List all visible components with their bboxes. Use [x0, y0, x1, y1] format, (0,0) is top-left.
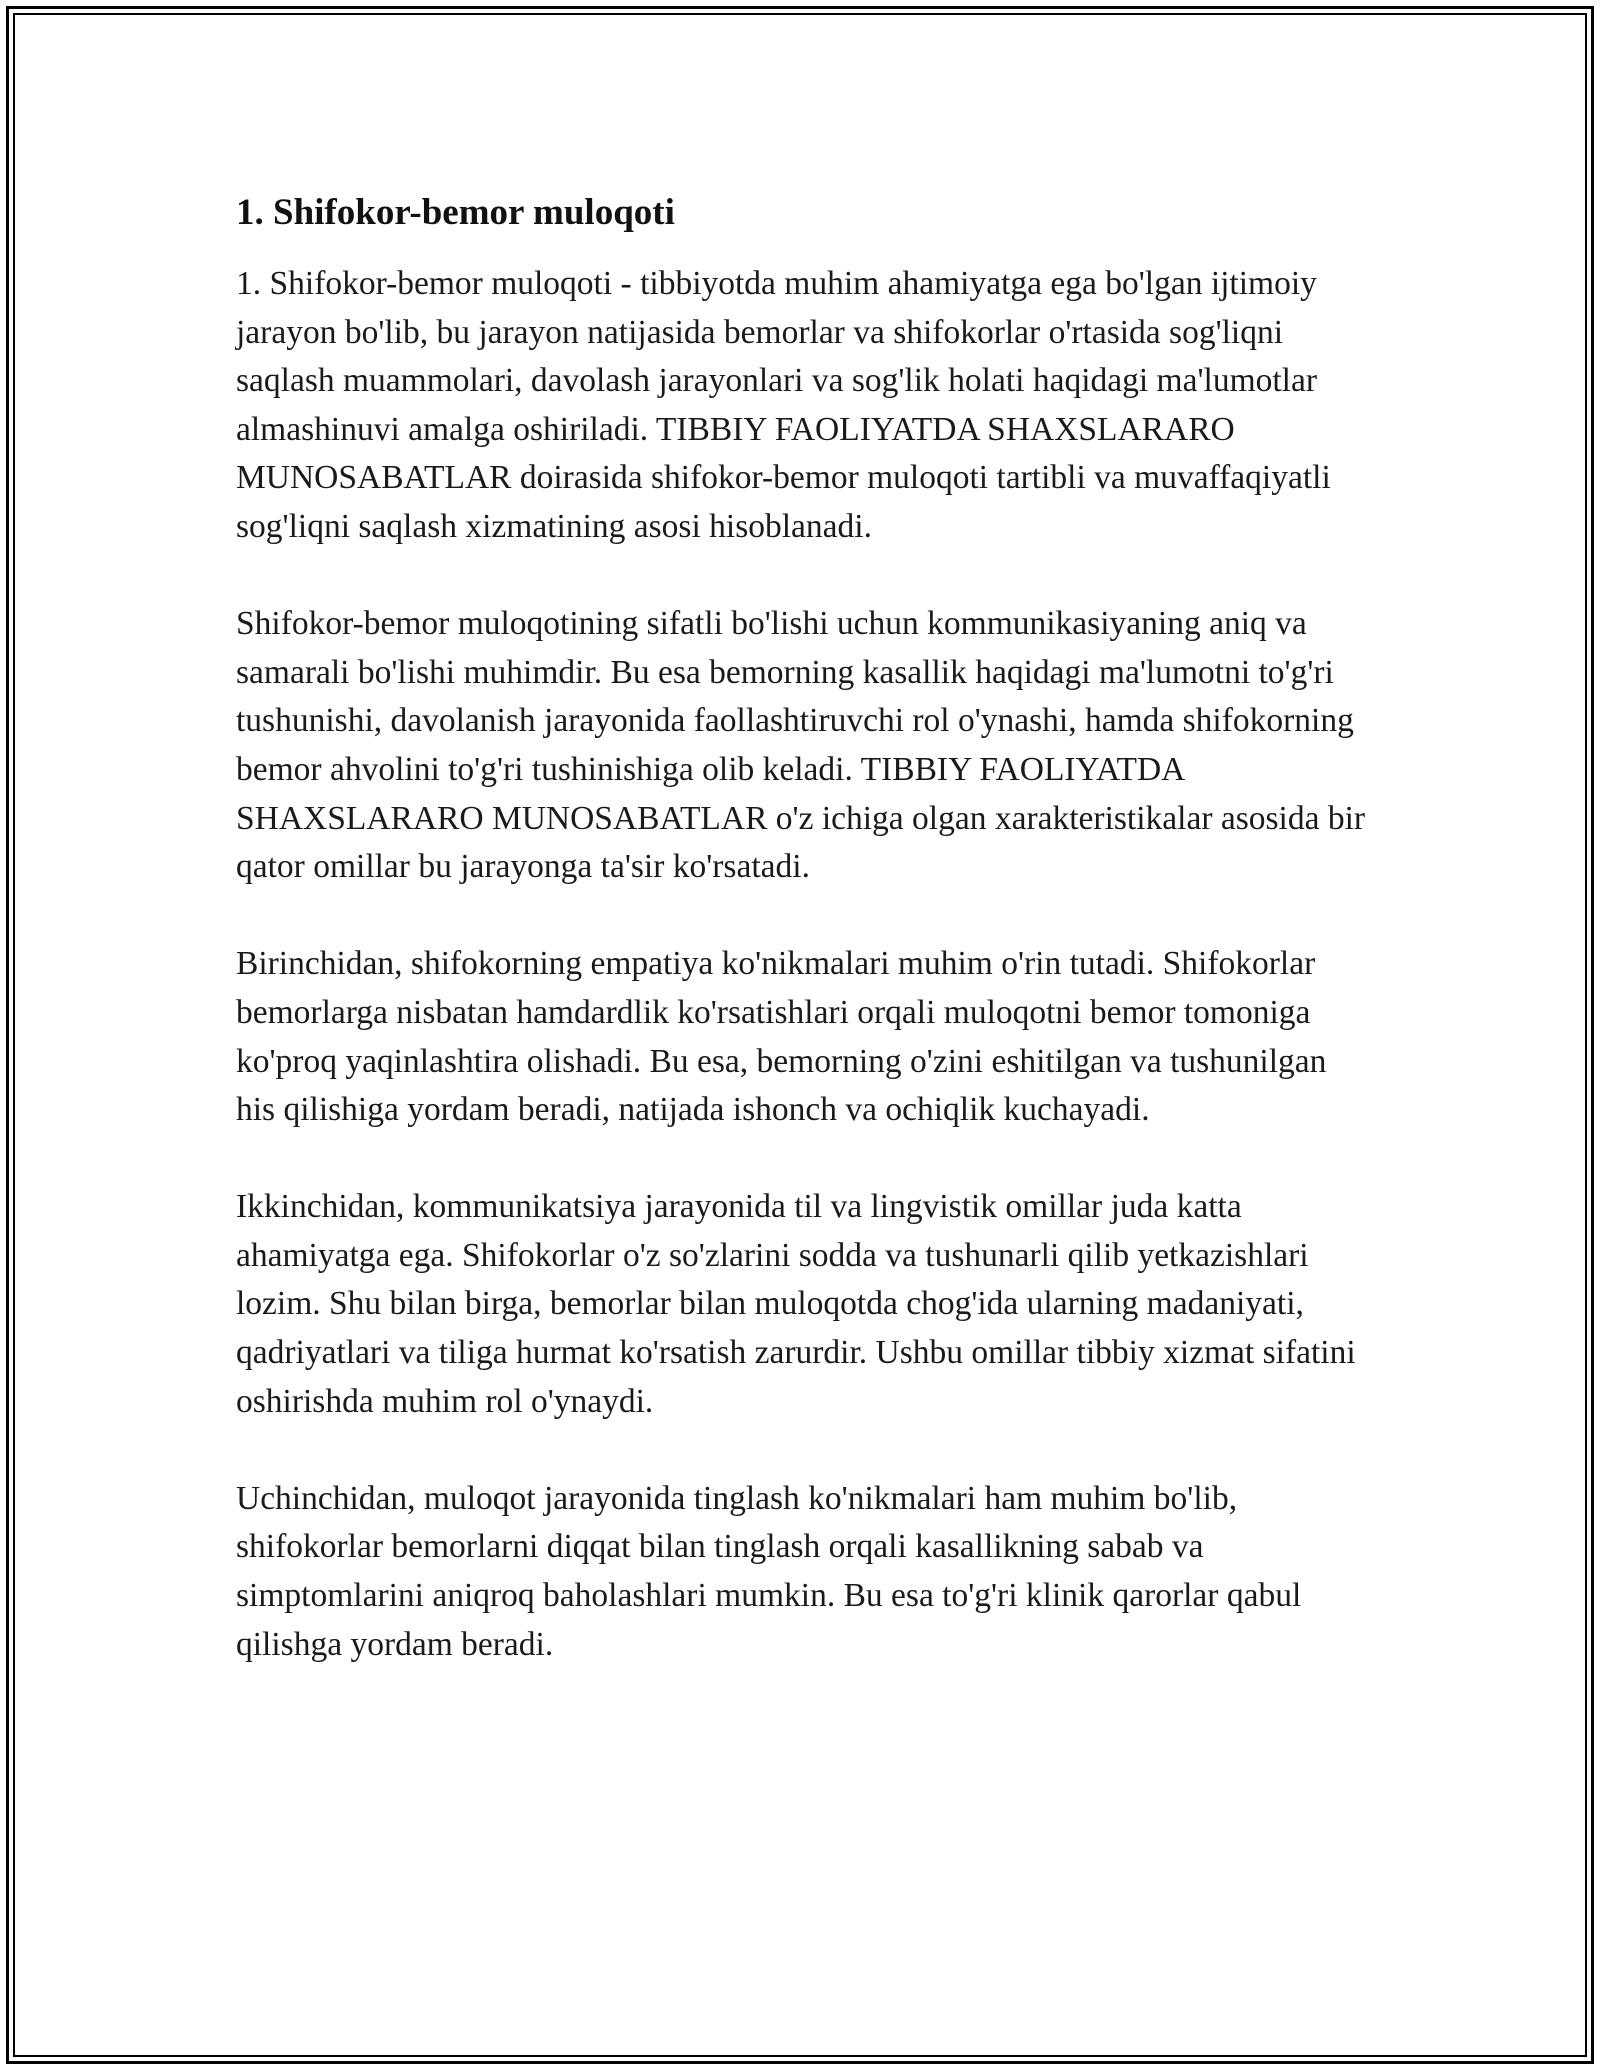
paragraph-listening: Uchinchidan, muloqot jarayonida tinglash ko'nikmalari ham muhim bo'lib, shifokorlar bemorlarni diqqat bilan tinglash orqali kasallikning sabab va simptomlarini aniqroq baholashlari mumkin. Bu esa to'g'ri klinik qarorlar qabul qilishga yordam beradi. — [236, 1479, 1302, 1663]
paragraph-language: Ikkinchidan, kommunikatsiya jarayonida til va lingvistik omillar juda katta ahamiyatga ega. Shifokorlar o'z so'zlarini sodda va tushunarli qilib yetkazishlari lozim. Shu bilan birga, bemorlar bilan muloqotda chog'ida ularning madaniyati, qadriyatlari va tiliga hurmat ko'rsatish zarurdir. Ushbu omillar tibbiy xizmat sifatini oshirishda muhim rol o'ynaydi. — [236, 1188, 1356, 1420]
document-body — [236, 188, 1366, 1718]
paragraph-communication-quality: Shifokor-bemor muloqotining sifatli bo'lishi uchun kommunikasiyaning aniq va samarali bo'lishi muhimdir. Bu esa bemorning kasallik haqidagi ma'lumotni to'g'ri tushunishi, davolanish jarayonida faollashtiruvchi rol o'ynashi, hamda shifokorning bemor ahvolini to'g'ri tushinishiga olib keladi. TIBBIY FAOLIYATDA SHAXSLARARO MUNOSABATLAR o'z ichiga olgan xarakteristikalar asosida bir qator omillar bu jarayonga ta'sir ko'rsatadi. — [236, 605, 1366, 886]
paragraph-intro: 1. Shifokor-bemor muloqoti - tibbiyotda muhim ahamiyatga ega bo'lgan ijtimoiy jarayon bo'lib, bu jarayon natijasida bemorlar va shifokorlar o'rtasida sog'liqni saqlash muammolari, davolash jarayonlari va sog'lik holati haqidagi ma'lumotlar almashinuvi amalga oshiriladi. TIBBIY FAOLIYATDA SHAXSLARARO MUNOSABATLAR doirasida shifokor-bemor muloqoti tartibli va muvaffaqiyatli sog'liqni saqlash xizmatining asosi hisoblanadi. — [236, 265, 1331, 545]
paragraph-empathy: Birinchidan, shifokorning empatiya ko'nikmalari muhim o'rin tutadi. Shifokorlar bemorlarga nisbatan hamdardlik ko'rsatishlari orqali muloqotni bemor tomoniga ko'proq yaqinlashtira olishadi. Bu esa, bemorning o'zini eshitilgan va tushunilgan his qilishiga yordam beradi, natijada ishonch va ochiqlik kuchayadi. — [236, 945, 1327, 1129]
section-heading: 1. Shifokor-bemor muloqoti — [236, 192, 675, 233]
